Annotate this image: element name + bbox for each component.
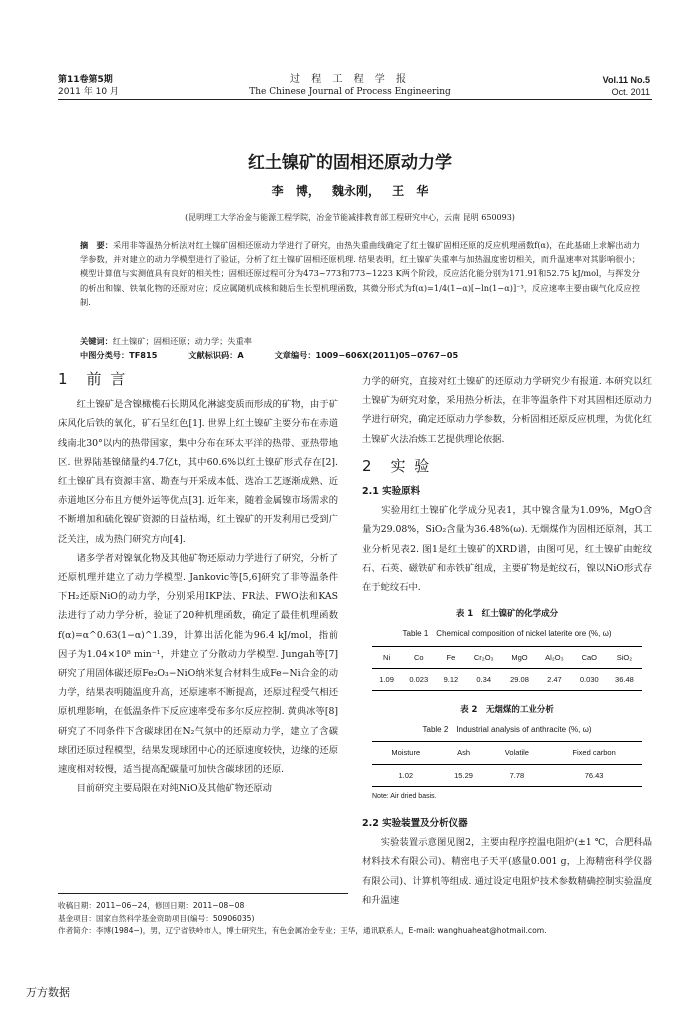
footnote-fund: 基金项目：国家自然科学基金资助项目(编号：50906035) bbox=[58, 913, 255, 923]
table1-header: Co bbox=[413, 652, 424, 662]
intro-paragraph-1: 红土镍矿是含镍橄榄石长期风化淋滤变质而形成的矿物，由于矿床风化后铁的氧化，矿石呈红色[1]. 世界上红土镍矿主要分布在赤道线南北30°以内的热带国家，集中分布在环太平洋的热带、亚热带地区. 世界陆基镍储量约4.7亿t，其中60.6%以红土镍矿形式存在[2]. 红土镍矿具有资源丰富、勘查与开采成本低、选冶工艺逐渐成熟、近赤道地区分布且方便外运等优点[3]. 近年来，随着金属镍市场需求的不断增加和硫化镍矿资源的日益枯竭，红土镍矿的开发利用已受到广泛关注，成为热门研究方向[4]. bbox=[58, 399, 338, 545]
journal-name-cn: 过 程 工 程 学 报 bbox=[290, 74, 410, 85]
table1-caption-en: Table 1 Chemical composition of nickel laterite ore (%, ω) bbox=[402, 629, 612, 639]
header-vol-en: Vol.11 No.5 bbox=[602, 75, 650, 85]
keywords-text: 红土镍矿；固相还原；动力学；失重率 bbox=[112, 336, 252, 346]
table1-cell: 9.12 bbox=[443, 674, 459, 684]
table2-cell: 76.43 bbox=[584, 770, 604, 780]
left-column bbox=[58, 370, 338, 798]
right-column bbox=[362, 372, 652, 910]
apparatus-paragraph: 实验装置示意图见图2，主要由程序控温电阻炉(±1 ℃，合肥科晶材料技术有限公司)、精密电子天平(感量0.001 g，上海精密科学仪器有限公司)、计算机等组成. 通过设定电阻炉技术参数精确控制实验温度和升温速 bbox=[362, 837, 652, 906]
table1-cell: 36.48 bbox=[615, 674, 634, 684]
table2-note: Note: Air dried basis. bbox=[372, 792, 437, 800]
table1-header: MgO bbox=[511, 652, 528, 662]
table2-cell: 7.78 bbox=[509, 770, 525, 780]
paper-affiliation: (昆明理工大学冶金与能源工程学院，冶金节能减排教育部工程研究中心，云南 昆明 650093) bbox=[185, 213, 515, 222]
section-2-heading: 2 实 验 bbox=[362, 456, 432, 475]
classification-line bbox=[80, 348, 640, 362]
table1-cell: 0.023 bbox=[409, 674, 429, 684]
journal-volume-left bbox=[58, 74, 119, 98]
watermark: 万方数据 bbox=[26, 986, 70, 999]
subsection-2-1: 2.1 实验原料 bbox=[362, 486, 421, 498]
article-number: 文章编号：1009−606X(2011)05−0767−05 bbox=[274, 350, 459, 360]
table1-cell: 0.030 bbox=[579, 674, 599, 684]
table1-cell: 1.09 bbox=[379, 674, 394, 684]
header-rule bbox=[58, 99, 652, 100]
table2-header: Ash bbox=[457, 748, 470, 758]
table1-cell: 0.34 bbox=[476, 674, 492, 684]
table1-value-row bbox=[372, 668, 642, 690]
intro-paragraph-3: 目前研究主要局限在对纯NiO及其他矿物还原动 bbox=[58, 783, 272, 795]
footnote bbox=[58, 900, 652, 938]
section-1-heading: 1 前 言 bbox=[58, 370, 128, 388]
header-date-cn: 2011 年 10 月 bbox=[58, 87, 119, 97]
keywords-label: 关键词： bbox=[80, 336, 113, 346]
table1-header: Fe bbox=[446, 652, 456, 662]
table2-header: Moisture bbox=[391, 748, 421, 758]
footnote-received: 收稿日期：2011−06−24，修回日期：2011−08−08 bbox=[58, 901, 245, 910]
header-vol-cn: 第11卷第5期 bbox=[58, 75, 113, 85]
abstract-text: 采用非等温热分析法对红土镍矿固相还原动力学进行了研究，由热失重曲线确定了红土镍矿固相还原的反应机理函数f(α)，在此基础上求解出动力学参数，并对建立的动力学模型进行了验证，分析了红土镍矿固相还原机理. 结果表明，红土镍矿失重率与加热温度密切相关，而升温速率对其影响很小；模型计算值与实测值具有良好的相关性；固相还原过程可分为473~773和773~1223 K两个阶段，反应活化能分别为171.91和52.75 kJ/mol，与挥发分的析出和镍、铁氧化物的还原对应；反应属随机成核和随后生长型机理函数，其微分形式为f(α)=1/4(1−α)[−ln(1−α)]⁻³，反应速率主要由碳气化反应控制. bbox=[80, 240, 640, 307]
paper-authors: 李 博， 魏永刚， 王 华 bbox=[271, 184, 429, 198]
table2-cell: 1.02 bbox=[398, 770, 414, 780]
table1-header-row bbox=[372, 646, 642, 668]
paper-title: 红土镍矿的固相还原动力学 bbox=[248, 153, 452, 173]
table2-cell: 15.29 bbox=[454, 770, 473, 780]
footnote-rule bbox=[58, 893, 348, 894]
header-date-en: Oct. 2011 bbox=[611, 87, 650, 97]
journal-name-en: The Chinese Journal of Process Engineering bbox=[249, 87, 451, 97]
intro-paragraph-2: 诸多学者对镍氧化物及其他矿物还原动力学进行了研究，分析了还原机理并建立了动力学模型. Jankovic等[5,6]研究了非等温条件下H₂还原NiO的动力学，分别采用IKP法、FR法、FWO法和KAS法进行了动力学分析，验证了20种机理函数，确定了最佳机理函数f(α)=α^0.63(1−α)^1.39，计算出活化能为96.4 kJ/mol，指前因子为1.04×10⁸ min⁻¹，并建立了分散动力学模型. Jungah等[7]研究了用固体碳还原Fe₂O₃−NiO纳米复合材料生成Fe−Ni合金的动力学，结果表明随温度升高，还原速率不断提高，还原过程受气相还原机理影响，在低温条件下反应速率受布多尔反应控制. 黄典冰等[8]研究了不同条件下含碳球团在N₂气氛中的还原动力学，建立了含碳球团还原过程模型，结果发现球团中心的还原速度较快，边缘的还原速度相对较慢，适当提高配碳量可加快含碳球团的还原. bbox=[58, 552, 338, 776]
table2-header: Volatile bbox=[504, 748, 529, 758]
table1-cell: 2.47 bbox=[547, 674, 562, 684]
table2-header: Fixed carbon bbox=[572, 748, 616, 758]
journal-name bbox=[200, 74, 500, 98]
doc-code: 文献标识码：A bbox=[188, 350, 244, 360]
table1-caption-cn: 表 1 红土镍矿的化学成分 bbox=[455, 609, 559, 620]
intro-continued: 力学的研究，直接对红土镍矿的还原动力学研究少有报道. 本研究以红土镍矿为研究对象，采用热分析法，在非等温条件下对其固相还原动力学进行研究，确定还原动力学参数，分析固相还原反应机理，为优化红土镍矿火法冶炼工艺提供理论依据. bbox=[362, 376, 652, 445]
journal-volume-right bbox=[603, 74, 650, 98]
table1-cell: 29.08 bbox=[510, 674, 529, 684]
table2-value-row bbox=[372, 764, 642, 786]
table1-header: Ni bbox=[383, 652, 391, 662]
abstract-label: 摘 要： bbox=[80, 240, 114, 250]
keywords bbox=[80, 334, 640, 348]
clc-number: 中图分类号：TF815 bbox=[80, 350, 158, 360]
table2 bbox=[372, 741, 642, 786]
table1-header: CaO bbox=[581, 652, 597, 662]
table1-header: Cr₂O₃ bbox=[473, 652, 494, 662]
subsection-2-2: 2.2 实验装置及分析仪器 bbox=[362, 818, 468, 830]
abstract bbox=[80, 238, 640, 309]
table2-caption-en: Table 2 Industrial analysis of anthracite (%, ω) bbox=[422, 725, 592, 735]
footnote-author: 作者简介：李博(1984−)，男，辽宁省铁岭市人，博士研究生，有色金属冶金专业；王华，通讯联系人，E-mail: wanghuaheat@hotmail.com. bbox=[58, 926, 547, 935]
materials-paragraph: 实验用红土镍矿化学成分见表1，其中镍含量为1.09%，MgO含量为29.08%，SiO₂含量为36.48%(ω). 无烟煤作为固相还原剂，其工业分析见表2. 图1是红土镍矿的XRD谱，由图可见，红土镍矿由蛇纹石、石英、磁铁矿和赤铁矿组成，主要矿物是蛇纹石，镍以NiO形式存在于蛇纹石中. bbox=[362, 505, 652, 594]
table1-header: SiO₂ bbox=[616, 652, 633, 662]
table2-header-row bbox=[372, 742, 642, 764]
table1-header: Al₂O₃ bbox=[545, 652, 564, 662]
table2-caption-cn: 表 2 无烟煤的工业分析 bbox=[460, 705, 554, 716]
table1 bbox=[372, 646, 642, 691]
